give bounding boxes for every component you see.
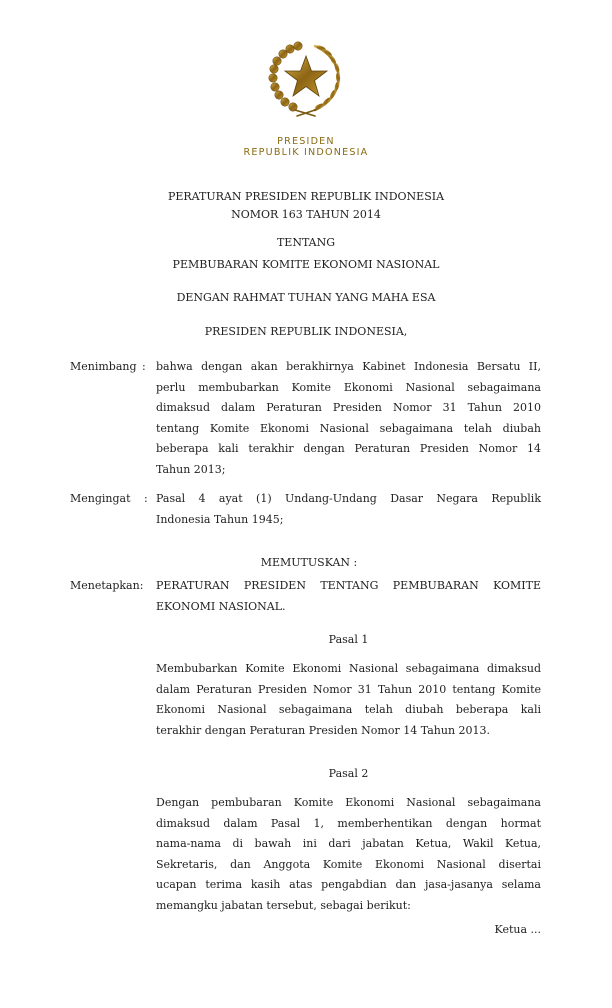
regulation-subject: PEMBUBARAN KOMITE EKONOMI NASIONAL: [172, 258, 440, 271]
pasal-2-line: ucapan terima kasih atas pengabdian dan jasa-jasanya selama: [156, 878, 541, 891]
mengingat-colon: :: [144, 492, 148, 505]
pasal-1-line: terakhir dengan Peraturan Presiden Nomor 14 Tahun 2013.: [156, 723, 491, 737]
pasal-2-line: nama-nama di bawah ini dari jabatan Ketua, Wakil Ketua,: [156, 837, 541, 850]
menimbang-line: Tahun 2013;: [156, 462, 226, 476]
regulation-title: PERATURAN PRESIDEN REPUBLIK INDONESIA: [167, 190, 445, 203]
menetapkan-line: PERATURAN PRESIDEN TENTANG PEMBUBARAN KOMITE: [156, 579, 541, 592]
menetapkan-text: [156, 576, 541, 617]
menimbang-line: tentang Komite Ekonomi Nasional sebagaimana telah diubah: [156, 421, 541, 435]
pasal-1-text: [156, 659, 541, 741]
memutuskan-heading: MEMUTUSKAN :: [260, 556, 358, 569]
menimbang-line: bahwa dengan akan berakhirnya Kabinet Indonesia Bersatu II,: [156, 360, 541, 373]
mengingat-label: Mengingat: [70, 492, 131, 505]
menimbang-label: Menimbang: [70, 360, 137, 373]
presidential-emblem-icon: [265, 38, 347, 118]
letterhead-line-presiden: PRESIDEN: [277, 136, 335, 147]
mengingat-text: [156, 489, 541, 530]
menetapkan-line: EKONOMI NASIONAL.: [156, 599, 286, 613]
regulation-number: NOMOR 163 TAHUN 2014: [231, 208, 381, 221]
pasal-1-line: Membubarkan Komite Ekonomi Nasional sebagaimana dimaksud: [156, 662, 541, 675]
mengingat-line: Indonesia Tahun 1945;: [156, 512, 284, 526]
pasal-1-line: dalam Peraturan Presiden Nomor 31 Tahun 2010 tentang Komite: [156, 682, 541, 696]
menimbang-line: dimaksud dalam Peraturan Presiden Nomor 31 Tahun 2010: [156, 401, 541, 414]
letterhead-line-republik: REPUBLIK INDONESIA: [243, 147, 369, 158]
pasal-2-line: Sekretaris, dan Anggota Komite Ekonomi Nasional disertai: [156, 857, 541, 871]
pasal-2-line: Dengan pembubaran Komite Ekonomi Nasional sebagaimana: [156, 796, 541, 809]
menimbang-line: beberapa kali terakhir dengan Peraturan Presiden Nomor 14: [156, 442, 541, 455]
pasal-2-text: [156, 793, 541, 916]
pasal-2-title: Pasal 2: [328, 767, 369, 780]
mengingat-line: Pasal 4 ayat (1) Undang-Undang Dasar Negara Republik: [156, 492, 541, 505]
page-continuation-marker: Ketua ...: [494, 923, 541, 936]
pasal-2-line: memangku jabatan tersebut, sebagai berikut:: [156, 898, 411, 912]
pasal-1-title: Pasal 1: [328, 633, 369, 646]
pasal-1-line: Ekonomi Nasional sebagaimana telah diubah beberapa kali: [156, 703, 541, 716]
menetapkan-label: Menetapkan:: [70, 579, 144, 592]
pasal-2-line: dimaksud dalam Pasal 1, memberhentikan dengan hormat: [156, 816, 541, 830]
menimbang-text: [156, 357, 541, 480]
invocation: DENGAN RAHMAT TUHAN YANG MAHA ESA: [176, 291, 436, 304]
issuer: PRESIDEN REPUBLIK INDONESIA,: [204, 325, 408, 338]
tentang-label: TENTANG: [276, 236, 336, 249]
menimbang-line: perlu membubarkan Komite Ekonomi Nasional sebagaimana: [156, 380, 541, 394]
menimbang-colon: :: [142, 360, 146, 373]
